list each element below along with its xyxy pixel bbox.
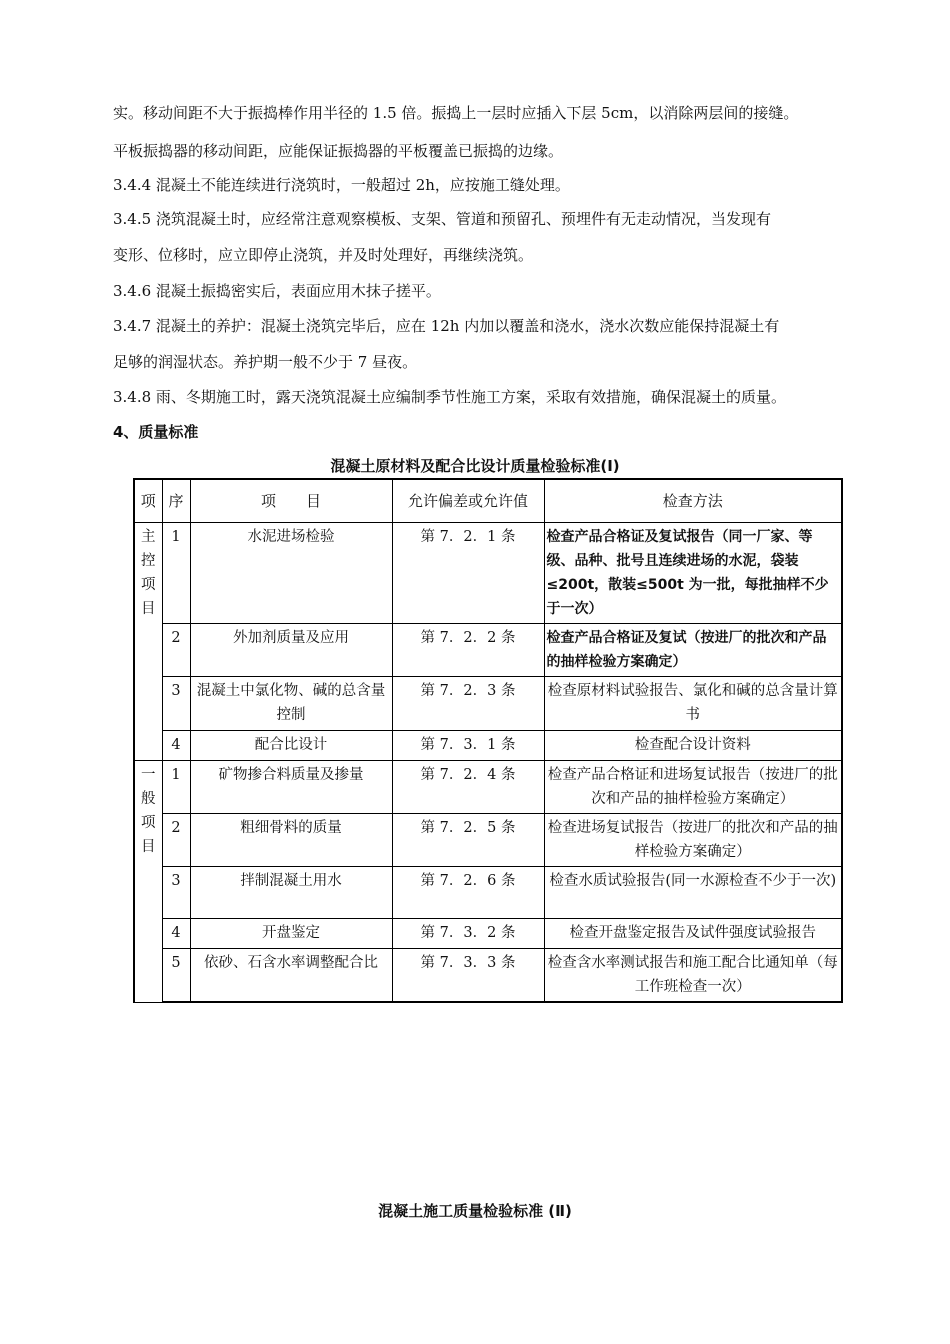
method-cell: 检查产品合格证及复试（按进厂的批次和产品的抽样检验方案确定） (544, 624, 842, 677)
value-cell: 第 7．2．6 条 (392, 867, 544, 919)
item-cell: 混凝土中氯化物、碱的总含量控制 (190, 677, 392, 731)
item-cell: 水泥进场检验 (190, 523, 392, 624)
value-cell: 第 7．3．2 条 (392, 919, 544, 949)
header-category: 项 (134, 479, 162, 523)
method-cell: 检查水质试验报告(同一水源检查不少于一次) (544, 867, 842, 919)
header-value: 允许偏差或允许值 (392, 479, 544, 523)
table-row (134, 867, 842, 919)
paragraph-line-8: 足够的润湿状态。养护期一般不少于 7 昼夜。 (113, 353, 418, 371)
table-header-row (134, 479, 842, 523)
method-cell: 检查含水率测试报告和施工配合比通知单（每工作班检查一次） (544, 949, 842, 1003)
paragraph-line-2: 平板振捣器的移动间距，应能保证振捣器的平板覆盖已振捣的边缘。 (113, 142, 564, 160)
seq-cell: 1 (162, 761, 190, 814)
item-cell: 配合比设计 (190, 731, 392, 761)
paragraph-line-4: 3.4.5 浇筑混凝土时，应经常注意观察模板、支架、管道和预留孔、预埋件有无走动情况，当发现有 (113, 210, 771, 228)
group-main-label: 主控项目 (141, 529, 156, 617)
item-cell: 矿物掺合料质量及掺量 (190, 761, 392, 814)
method-cell: 检查进场复试报告（按进厂的批次和产品的抽样检验方案确定） (544, 814, 842, 867)
group-main-cell (134, 523, 162, 761)
header-item: 项 目 (190, 479, 392, 523)
seq-cell: 3 (162, 867, 190, 919)
table2-caption: 混凝土施工质量检验标准 (Ⅱ) (378, 1202, 572, 1220)
item-cell: 开盘鉴定 (190, 919, 392, 949)
seq-cell: 3 (162, 677, 190, 731)
paragraph-line-1: 实。移动间距不大于振捣棒作用半径的 1.5 倍。振捣上一层时应插入下层 5cm，以消除两层间的接缝。 (113, 104, 799, 122)
table-row (134, 677, 842, 731)
item-cell: 拌制混凝土用水 (190, 867, 392, 919)
method-cell: 检查配合设计资料 (544, 731, 842, 761)
paragraph-line-3: 3.4.4 混凝土不能连续进行浇筑时，一般超过 2h，应按施工缝处理。 (113, 176, 570, 194)
table-row (134, 814, 842, 867)
value-cell: 第 7．3．1 条 (392, 731, 544, 761)
item-cell: 依砂、石含水率调整配合比 (190, 949, 392, 1003)
table-row (134, 624, 842, 677)
seq-cell: 2 (162, 814, 190, 867)
header-seq: 序 (162, 479, 190, 523)
quality-standard-table (133, 478, 843, 1003)
seq-cell: 2 (162, 624, 190, 677)
paragraph-line-7: 3.4.7 混凝土的养护：混凝土浇筑完毕后，应在 12h 内加以覆盖和浇水，浇水次数应能保持混凝土有 (113, 317, 780, 335)
paragraph-line-9: 3.4.8 雨、冬期施工时，露天浇筑混凝土应编制季节性施工方案，采取有效措施，确保混凝土的质量。 (113, 388, 786, 406)
method-cell: 检查原材料试验报告、氯化和碱的总含量计算书 (544, 677, 842, 731)
table-row (134, 761, 842, 814)
seq-cell: 1 (162, 523, 190, 624)
header-method: 检查方法 (544, 479, 842, 523)
seq-cell: 5 (162, 949, 190, 1003)
group-general-cell (134, 761, 162, 1003)
seq-cell: 4 (162, 919, 190, 949)
value-cell: 第 7．3．3 条 (392, 949, 544, 1003)
value-cell: 第 7．2．2 条 (392, 624, 544, 677)
table-row (134, 949, 842, 1003)
value-cell: 第 7．2．4 条 (392, 761, 544, 814)
table-row (134, 919, 842, 949)
table-row (134, 731, 842, 761)
method-cell: 检查产品合格证及复试报告（同一厂家、等级、品种、批号且连续进场的水泥，袋装≤200t，散装≤500t 为一批，每批抽样不少于一次） (544, 523, 842, 624)
table-row (134, 523, 842, 624)
value-cell: 第 7．2．3 条 (392, 677, 544, 731)
group-general-label: 一般项目 (141, 767, 156, 855)
paragraph-line-6: 3.4.6 混凝土振捣密实后，表面应用木抹子搓平。 (113, 282, 441, 300)
table-caption: 混凝土原材料及配合比设计质量检验标准(Ⅰ) (330, 457, 620, 475)
item-cell: 外加剂质量及应用 (190, 624, 392, 677)
value-cell: 第 7．2．5 条 (392, 814, 544, 867)
seq-cell: 4 (162, 731, 190, 761)
section-heading: 4、质量标准 (113, 423, 199, 441)
method-cell: 检查产品合格证和进场复试报告（按进厂的批次和产品的抽样检验方案确定） (544, 761, 842, 814)
paragraph-line-5: 变形、位移时，应立即停止浇筑，并及时处理好，再继续浇筑。 (113, 246, 534, 264)
value-cell: 第 7．2．1 条 (392, 523, 544, 624)
method-cell: 检查开盘鉴定报告及试件强度试验报告 (544, 919, 842, 949)
item-cell: 粗细骨料的质量 (190, 814, 392, 867)
